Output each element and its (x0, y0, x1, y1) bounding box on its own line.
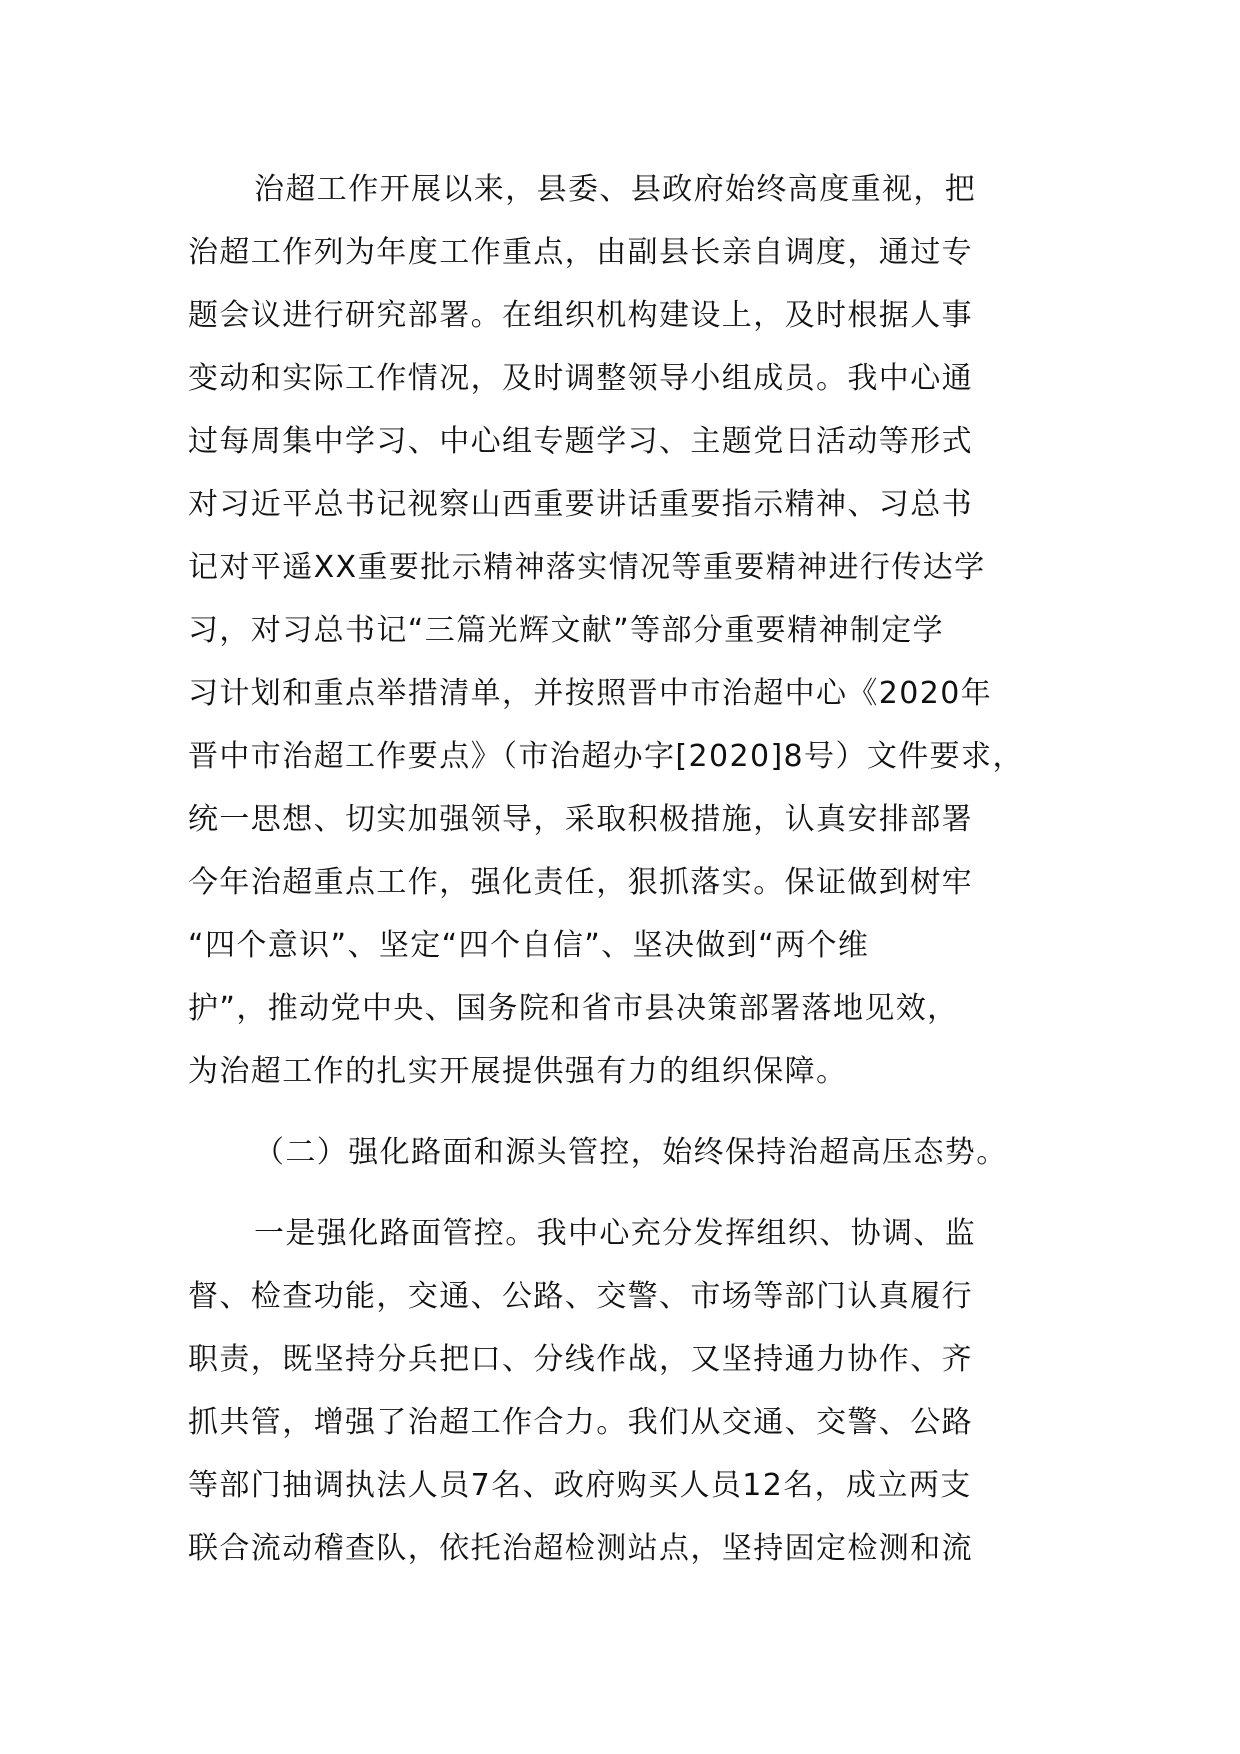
section-heading (188, 1121, 1068, 1184)
paragraph-line: 记对平遥XX重要批示精神落实情况等重要精神进行传达学 (188, 550, 986, 585)
paragraph-line: 对习近平总书记视察山西重要讲话重要指示精神、习总书 (188, 487, 973, 522)
paragraph-line: 联合流动稽查队，依托治超检测站点，坚持固定检测和流 (188, 1531, 973, 1566)
paragraph-line: 统一思想、切实加强领导，采取积极措施，认真安排部署 (188, 802, 973, 837)
paragraph-line: 抓共管，增强了治超工作合力。我们从交通、交警、公路 (188, 1405, 973, 1440)
section-heading-text: （二）强化路面和源头管控，始终保持治超高压态势。 (254, 1135, 1008, 1170)
paragraph-spacer (188, 1184, 1068, 1202)
paragraph-line: 治超工作开展以来，县委、县政府始终高度重视，把 (254, 172, 977, 207)
paragraph-line: “四个意识”、坚定“四个自信”、坚决做到“两个维 (188, 928, 870, 963)
paragraph-line: 护”，推动党中央、国务院和省市县决策部署落地见效， (188, 991, 959, 1026)
paragraph-line: 晋中市治超工作要点》（市治超办字[2020]8号）文件要求， (188, 739, 1024, 774)
paragraph-line: 职责，既坚持分兵把口、分线作战，又坚持通力协作、齐 (188, 1342, 973, 1377)
paragraph-line: 习计划和重点举措清单，并按照晋中市治超中心《2020年 (188, 676, 993, 711)
paragraph-line: 题会议进行研究部署。在组织机构建设上，及时根据人事 (188, 298, 973, 333)
paragraph-spacer (188, 1103, 1068, 1121)
paragraph-line: 一是强化路面管控。我中心充分发挥组织、协调、监 (254, 1216, 977, 1251)
paragraph-line: 治超工作列为年度工作重点，由副县长亲自调度，通过专 (188, 235, 973, 270)
paragraph-line: 习，对习总书记“三篇光辉文献”等部分重要精神制定学 (188, 613, 945, 648)
paragraph-road-control (188, 1202, 1068, 1580)
paragraph-line: 等部门抽调执法人员7名、政府购买人员12名，成立两支 (188, 1468, 972, 1503)
paragraph-line: 为治超工作的扎实开展提供强有力的组织保障。 (188, 1054, 848, 1089)
paragraph-line: 督、检查功能，交通、公路、交警、市场等部门认真履行 (188, 1279, 973, 1314)
document-body (188, 158, 1068, 1580)
paragraph-line: 过每周集中学习、中心组专题学习、主题党日活动等形式 (188, 424, 973, 459)
paragraph-line: 变动和实际工作情况，及时调整领导小组成员。我中心通 (188, 361, 973, 396)
paragraph-work-overview (188, 158, 1068, 1103)
paragraph-line: 今年治超重点工作，强化责任，狠抓落实。保证做到树牢 (188, 865, 973, 900)
